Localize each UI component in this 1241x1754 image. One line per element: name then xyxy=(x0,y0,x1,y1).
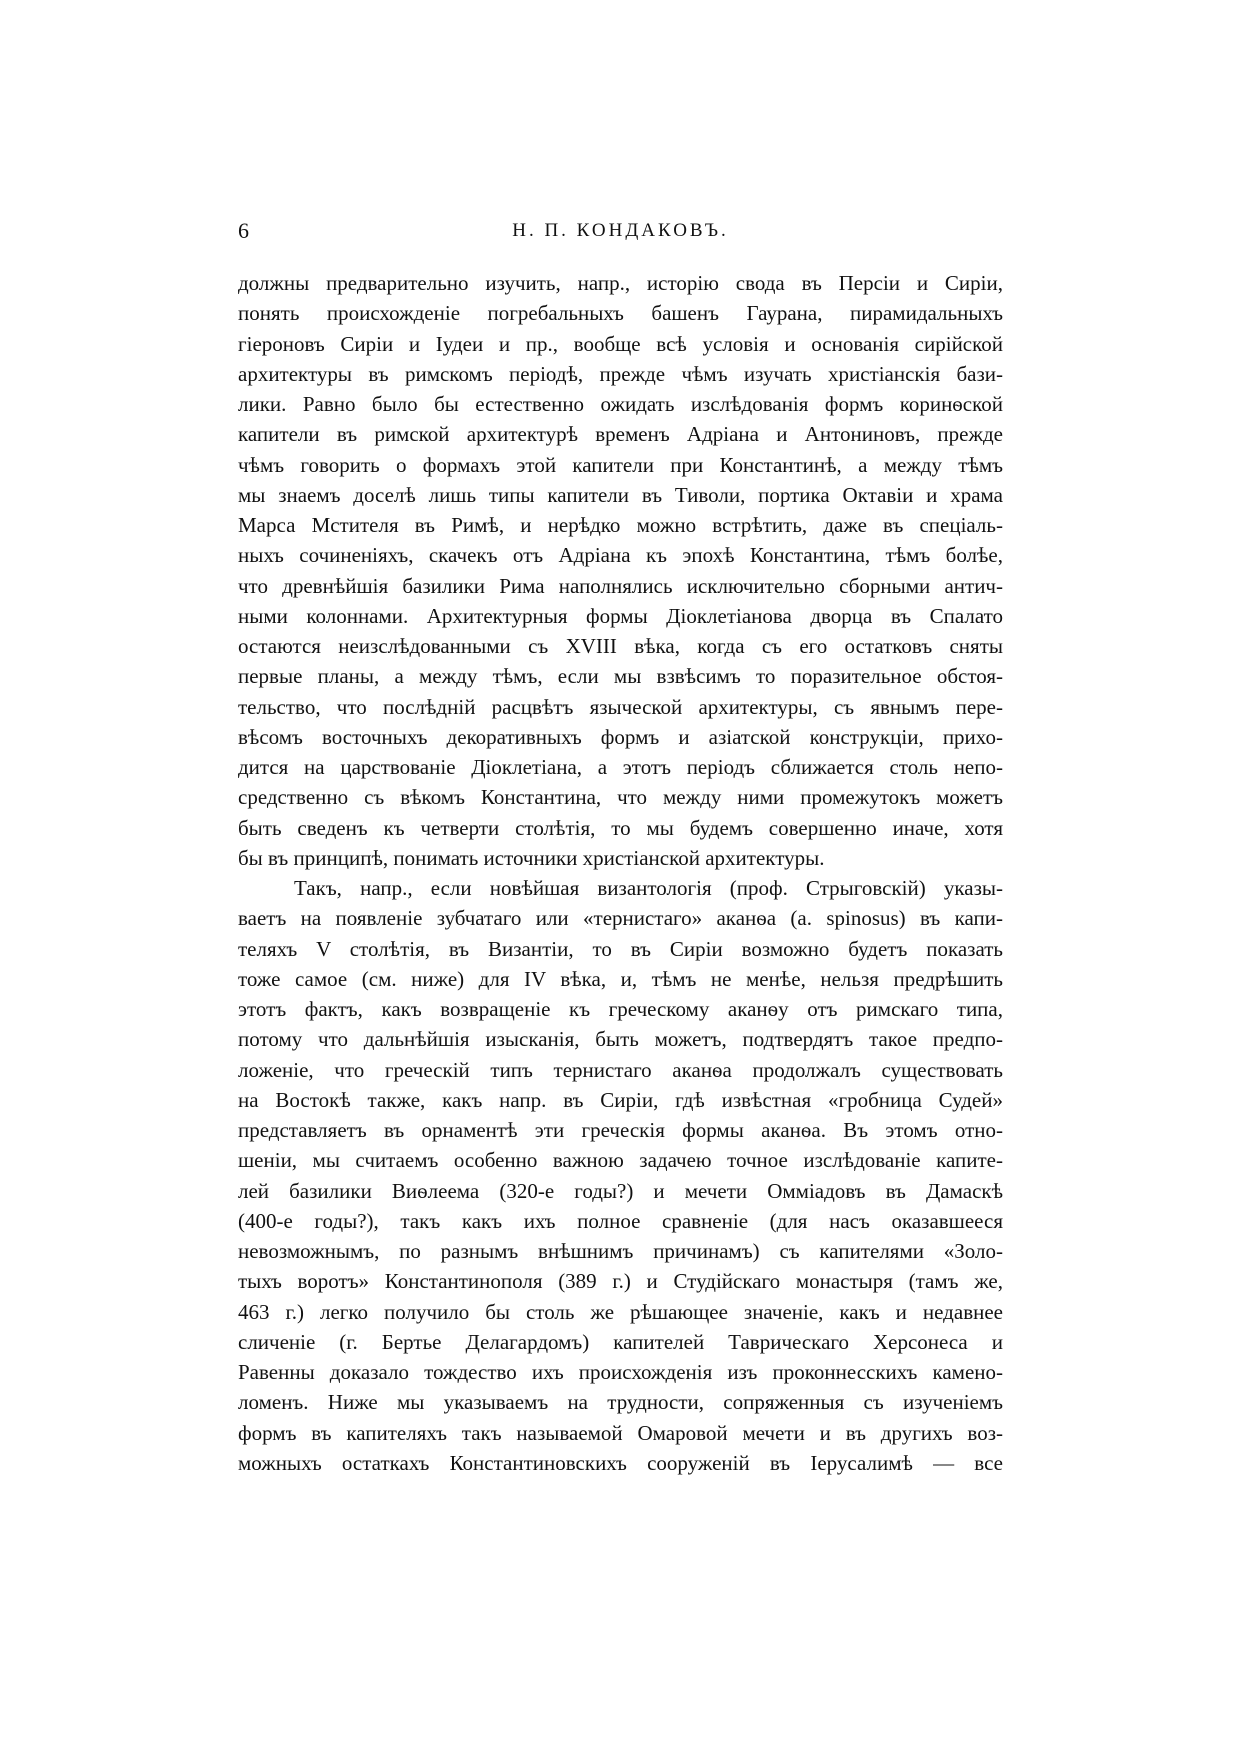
text-line: Марса Мстителя въ Римѣ, и нерѣдко можно встрѣтить, даже въ спеціаль- xyxy=(238,513,1003,537)
text-line: ваетъ на появленіе зубчатаго или «тернистаго» аканѳа (a. spinosus) въ капи- xyxy=(238,906,1003,931)
text-line: средственно съ вѣкомъ Константина, что между ними промежутокъ можетъ xyxy=(238,785,1003,810)
text-line: (400-е годы?), такъ какъ ихъ полное сравненіе (для насъ оказавшееся xyxy=(238,1208,1003,1233)
paragraph-2 xyxy=(238,873,1003,1478)
text-line: ложеніе, что греческій типъ тернистаго аканѳа продолжалъ существовать xyxy=(238,1057,1003,1082)
text-line: лики. Равно было бы естественно ожидать изслѣдованія формъ коринѳской xyxy=(238,392,1003,416)
text-line: на Востокѣ также, какъ напр. въ Сиріи, гдѣ извѣстная «гробница Судей» xyxy=(238,1087,1003,1112)
text-line: архитектуры въ римскомъ періодѣ, прежде чѣмъ изучать христіанскія бази- xyxy=(238,361,1003,386)
text-line: что древнѣйшія базилики Рима наполнялись исключительно сборными антич- xyxy=(238,573,1003,598)
text-line: формъ въ капителяхъ такъ называемой Омаровой мечети и въ другихъ воз- xyxy=(238,1420,1003,1445)
text-line: чѣмъ говорить о формахъ этой капители при Константинѣ, а между тѣмъ xyxy=(238,452,1003,477)
text-line: бы въ принципѣ, понимать источники христіанской архитектуры. xyxy=(238,845,825,870)
text-line: шеніи, мы считаемъ особенно важною задачею точное изслѣдованіе капите- xyxy=(238,1148,1003,1173)
text-line: ныхъ сочиненіяхъ, скачекъ отъ Адріана къ эпохѣ Константина, тѣмъ болѣе, xyxy=(238,543,1003,568)
text-line: быть сведенъ къ четверти столѣтія, то мы будемъ совершенно иначе, хотя xyxy=(238,815,1003,840)
text-line: можныхъ остаткахъ Константиновскихъ сооруженій въ Іерусалимѣ — все xyxy=(238,1450,1003,1475)
text-line: ломенъ. Ниже мы указываемъ на трудности, сопряженныя съ изученіемъ xyxy=(238,1390,1003,1415)
text-line: Такъ, напр., если новѣйшая византологія (проф. Стрыговскій) указы- xyxy=(294,876,1003,900)
page-number: 6 xyxy=(238,218,250,243)
text-line: сличеніе (г. Бертье Делагардомъ) капителей Таврическаго Херсонеса и xyxy=(238,1329,1003,1354)
text-line: гіероновъ Сиріи и Іудеи и пр., вообще всѣ условія и основанія сирійской xyxy=(238,331,1003,356)
text-line: Равенны доказало тождество ихъ происхожденія изъ проконнесскихъ камено- xyxy=(238,1360,1003,1384)
text-line: этотъ фактъ, какъ возвращеніе къ греческому аканѳу отъ римскаго типа, xyxy=(238,997,1003,1021)
text-line: должны предварительно изучить, напр., исторію свода въ Персіи и Сиріи, xyxy=(238,271,1003,295)
text-line: теляхъ V столѣтія, въ Византіи, то въ Сиріи возможно будетъ показать xyxy=(238,936,1003,961)
body-text xyxy=(238,268,1003,1478)
text-line: остаются неизслѣдованными съ XVIII вѣка, когда съ его остатковъ сняты xyxy=(238,634,1003,658)
running-title: Н. П. КОНДАКОВЪ. xyxy=(512,220,729,241)
text-line: дится на царствованіе Діоклетіана, а этотъ періодъ сближается столь непо- xyxy=(238,755,1003,779)
text-line: тыхъ воротъ» Константинополя (389 г.) и Студійскаго монастыря (тамъ же, xyxy=(238,1269,1003,1294)
text-line: первые планы, а между тѣмъ, если мы взвѣсимъ то поразительное обстоя- xyxy=(238,664,1003,689)
text-line: капители въ римской архитектурѣ временъ Адріана и Антониновъ, прежде xyxy=(238,422,1003,447)
text-line: невозможнымъ, по разнымъ внѣшнимъ причинамъ) съ капителями «Золо- xyxy=(238,1239,1003,1263)
text-line: вѣсомъ восточныхъ декоративныхъ формъ и азіатской конструкціи, прихо- xyxy=(238,724,1003,749)
running-head xyxy=(238,218,1003,248)
text-line: ными колоннами. Архитектурныя формы Діоклетіанова дворца въ Спалато xyxy=(238,603,1003,628)
text-line: тоже самое (см. ниже) для IV вѣка, и, тѣмъ не менѣе, нельзя предрѣшить xyxy=(238,966,1003,991)
text-line: 463 г.) легко получило бы столь же рѣшающее значеніе, какъ и недавнее xyxy=(238,1299,1003,1324)
text-line: мы знаемъ доселѣ лишь типы капители въ Тиволи, портика Октавіи и храма xyxy=(238,482,1003,507)
text-line: представляетъ въ орнаментѣ эти греческія формы аканѳа. Въ этомъ отно- xyxy=(238,1118,1003,1142)
text-line: лей базилики Виѳлеема (320-е годы?) и мечети Омміадовъ въ Дамаскѣ xyxy=(238,1178,1003,1203)
paragraph-1 xyxy=(238,268,1003,873)
text-line: понять происхожденіе погребальныхъ башенъ Гаурана, пирамидальныхъ xyxy=(238,301,1003,326)
text-line: потому что дальнѣйшія изысканія, быть можетъ, подтвердятъ такое предпо- xyxy=(238,1027,1003,1052)
text-line: тельство, что послѣдній расцвѣтъ языческой архитектуры, съ явнымъ пере- xyxy=(238,694,1003,719)
